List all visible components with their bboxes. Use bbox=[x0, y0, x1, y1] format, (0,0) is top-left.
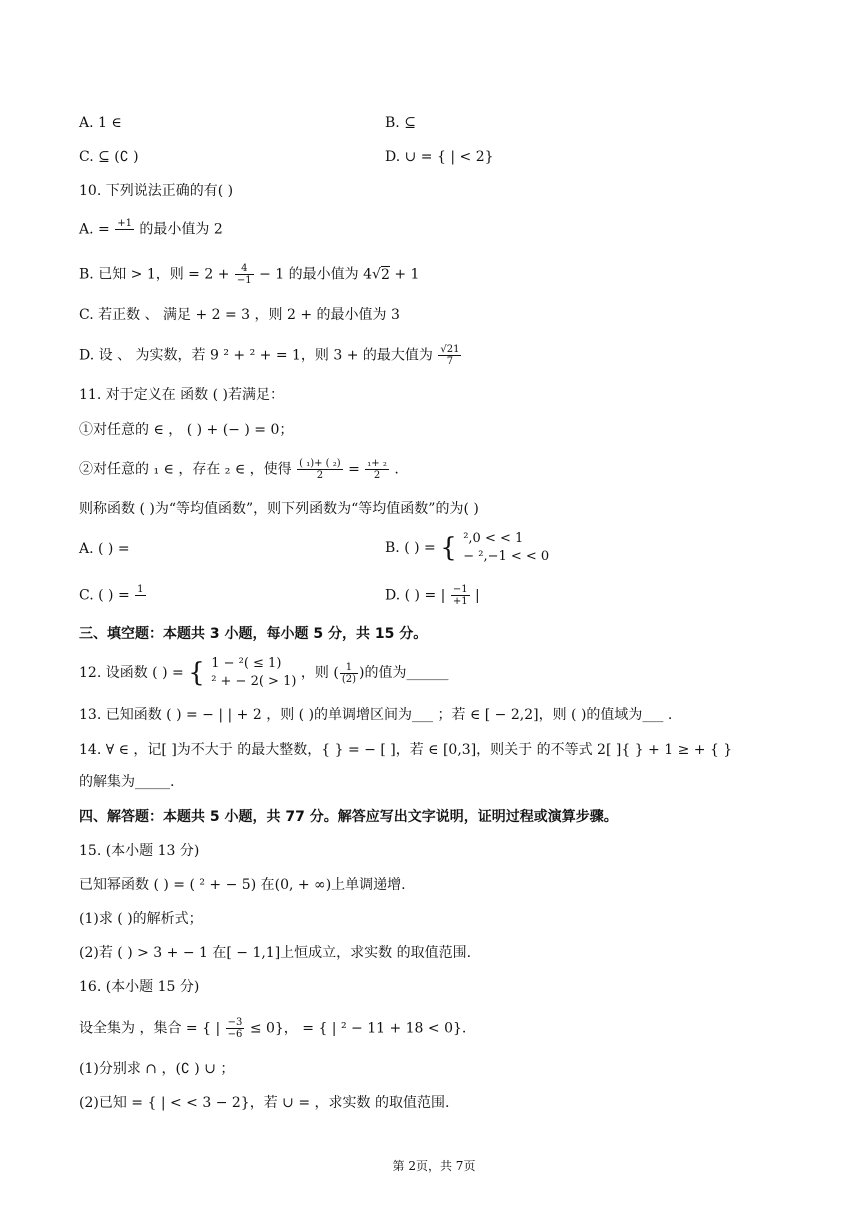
q16-stem-pre: 设全集为 ，集合 = { | bbox=[79, 1020, 221, 1037]
q11-cond2-num2: ₁+ ₂ bbox=[367, 458, 387, 469]
q10-b-den: −1 bbox=[236, 275, 252, 286]
q13: 13. 已知函数 ( ) = − | | + 2 ，则 ( )的单调增区间为___ ；若 ∈ [ − 2,2]，则 ( )的值域为___ . bbox=[79, 707, 673, 723]
q12-pre: 12. 设函数 ( ) = bbox=[79, 665, 184, 681]
q11-b-case-2: − ²,−1 < < 0 bbox=[463, 549, 550, 564]
left-brace: { bbox=[188, 658, 205, 688]
q9-option-d: D. ∪ = { | < 2} bbox=[385, 149, 494, 165]
q16-fraction bbox=[226, 1017, 245, 1040]
q10-option-d bbox=[79, 344, 462, 367]
q11-option-c bbox=[79, 584, 147, 607]
q10-a-fraction bbox=[115, 218, 134, 241]
q12-cases bbox=[211, 655, 296, 691]
left-brace: { bbox=[440, 533, 457, 563]
q11-c-num: 1 bbox=[137, 584, 144, 595]
q11-stem: 11. 对于定义在 函数 ( )若满足： bbox=[79, 387, 284, 403]
q15-stem: 已知幂函数 ( ) = ( ² + − 5) 在(0, + ∞)上单调递增. bbox=[79, 877, 406, 893]
q12-mid: ，则 ( bbox=[300, 665, 339, 681]
q12-fraction bbox=[340, 662, 358, 685]
q9-option-a: A. 1 ∈ bbox=[79, 115, 122, 131]
q11-cond2-den2: 2 bbox=[373, 470, 381, 481]
q11-b-pre: B. ( ) = bbox=[385, 540, 436, 556]
q10-a-den bbox=[115, 230, 134, 241]
q11-cond2-fraction-2 bbox=[365, 458, 389, 481]
q10-a-num: +1 bbox=[117, 218, 132, 229]
q11-b-cases bbox=[463, 530, 549, 566]
q11-c-pre: C. ( ) = bbox=[79, 587, 130, 604]
q9-option-b: B. ⊆ bbox=[385, 115, 416, 131]
q11-c-den bbox=[135, 596, 145, 607]
q10-option-a bbox=[79, 218, 223, 241]
q11-condition-1: ①对任意的 ∈ ， ( ) + (− ) = 0； bbox=[79, 422, 294, 438]
q16-stem bbox=[79, 1017, 466, 1040]
q11-d-fraction bbox=[451, 584, 470, 607]
q11-cond2-end: . bbox=[394, 461, 399, 478]
q11-b-case-1: ²,0 < < 1 bbox=[463, 531, 524, 546]
q11-d-den: +1 bbox=[452, 596, 468, 607]
q9-option-c: C. ⊆ (∁ ) bbox=[79, 149, 139, 165]
section-3-heading: 三、填空题：本题共 3 小题，每小题 5 分，共 15 分。 bbox=[79, 626, 428, 642]
q11-condition-2 bbox=[79, 458, 399, 481]
q10-b-fraction bbox=[235, 263, 254, 286]
q15-part-1: (1)求 ( )的解析式； bbox=[79, 911, 203, 927]
q14-line-2: 的解集为_____. bbox=[79, 774, 175, 790]
section-4-heading: 四、解答题：本题共 5 小题，共 77 分。解答应写出文字说明，证明过程或演算步骤。 bbox=[79, 809, 618, 825]
q11-cond2-eq: = bbox=[348, 461, 360, 478]
q12-line bbox=[79, 655, 448, 691]
q12-num: 1 bbox=[340, 662, 358, 674]
q11-option-d bbox=[385, 584, 480, 607]
q10-d-den: 7 bbox=[446, 356, 454, 367]
q10-stem: 10. 下列说法正确的有( ) bbox=[79, 183, 234, 199]
q10-d-pre: D. 设 、 为实数，若 9 ² + ² + = 1，则 3 + 的最大值为 bbox=[79, 347, 433, 364]
q15-part-2: (2)若 ( ) > 3 + − 1 在[ − 1,1]上恒成立，求实数 的取值范围. bbox=[79, 945, 472, 961]
q16-heading: 16. (本小题 15 分) bbox=[79, 979, 200, 995]
q10-a-post: 的最小值为 2 bbox=[139, 221, 223, 238]
q11-d-num: −1 bbox=[452, 584, 468, 595]
q16-den: −6 bbox=[227, 1029, 243, 1040]
q10-b-post: − 1 的最小值为 4 bbox=[259, 266, 373, 283]
q11-c-fraction bbox=[135, 584, 145, 607]
q11-cond2-pre: ②对任意的 ₁ ∈ ，存在 ₂ ∈ ，使得 bbox=[79, 461, 292, 478]
q10-option-c: C. 若正数 、 满足 + 2 = 3 ，则 2 + 的最小值为 3 bbox=[79, 307, 400, 323]
q11-cond2-num1: ( ₁)+ ( ₂) bbox=[299, 458, 341, 469]
q11-stem-2: 则称函数 ( )为“等均值函数”，则下列函数为“等均值函数”的为( ) bbox=[79, 501, 479, 517]
q12-case-1: 1 − ²( ≤ 1) bbox=[211, 656, 282, 671]
q10-b-num: 4 bbox=[235, 263, 254, 275]
q12-den: (2) bbox=[341, 673, 356, 685]
q10-b-tail: + 1 bbox=[394, 266, 420, 283]
q10-d-fraction bbox=[438, 344, 461, 367]
q11-d-post: | bbox=[475, 587, 480, 604]
q11-cond2-den1: 2 bbox=[316, 470, 324, 481]
q11-d-pre: D. ( ) = | bbox=[385, 587, 446, 604]
q10-option-b bbox=[79, 263, 419, 286]
sqrt-sign: √ bbox=[372, 266, 381, 283]
q10-a-pre: A. = bbox=[79, 221, 110, 238]
q14-line-1: 14. ∀ ∈ ，记[ ]为不大于 的最大整数，{ } = − [ ]，若 ∈ [0,3]，则关于 的不等式 2[ ]{ } + 1 ≥ + { } bbox=[79, 742, 733, 758]
q10-d-num: √21 bbox=[440, 344, 460, 355]
q11-option-b bbox=[385, 530, 549, 566]
q16-part-1: (1)分别求 ∩ ，(∁ ) ∪ ； bbox=[79, 1061, 235, 1077]
q10-b-sqrt: 2 bbox=[380, 266, 390, 283]
q16-part-2: (2)已知 = { | < < 3 − 2}，若 ∪ = ，求实数 的取值范围. bbox=[79, 1095, 450, 1111]
q16-stem-post: ≤ 0}， = { | ² − 11 + 18 < 0}. bbox=[249, 1020, 467, 1037]
q16-num: −3 bbox=[227, 1017, 243, 1028]
q11-option-a: A. ( ) = bbox=[79, 541, 130, 557]
q11-cond2-fraction-1 bbox=[297, 458, 343, 481]
page-footer: 第 2页，共 7页 bbox=[392, 1159, 476, 1173]
q15-heading: 15. (本小题 13 分) bbox=[79, 843, 200, 859]
q10-b-pre: B. 已知 > 1，则 = 2 + bbox=[79, 266, 230, 283]
q12-post: )的值为______ bbox=[358, 665, 449, 681]
q12-case-2: ² + − 2( > 1) bbox=[211, 674, 297, 689]
